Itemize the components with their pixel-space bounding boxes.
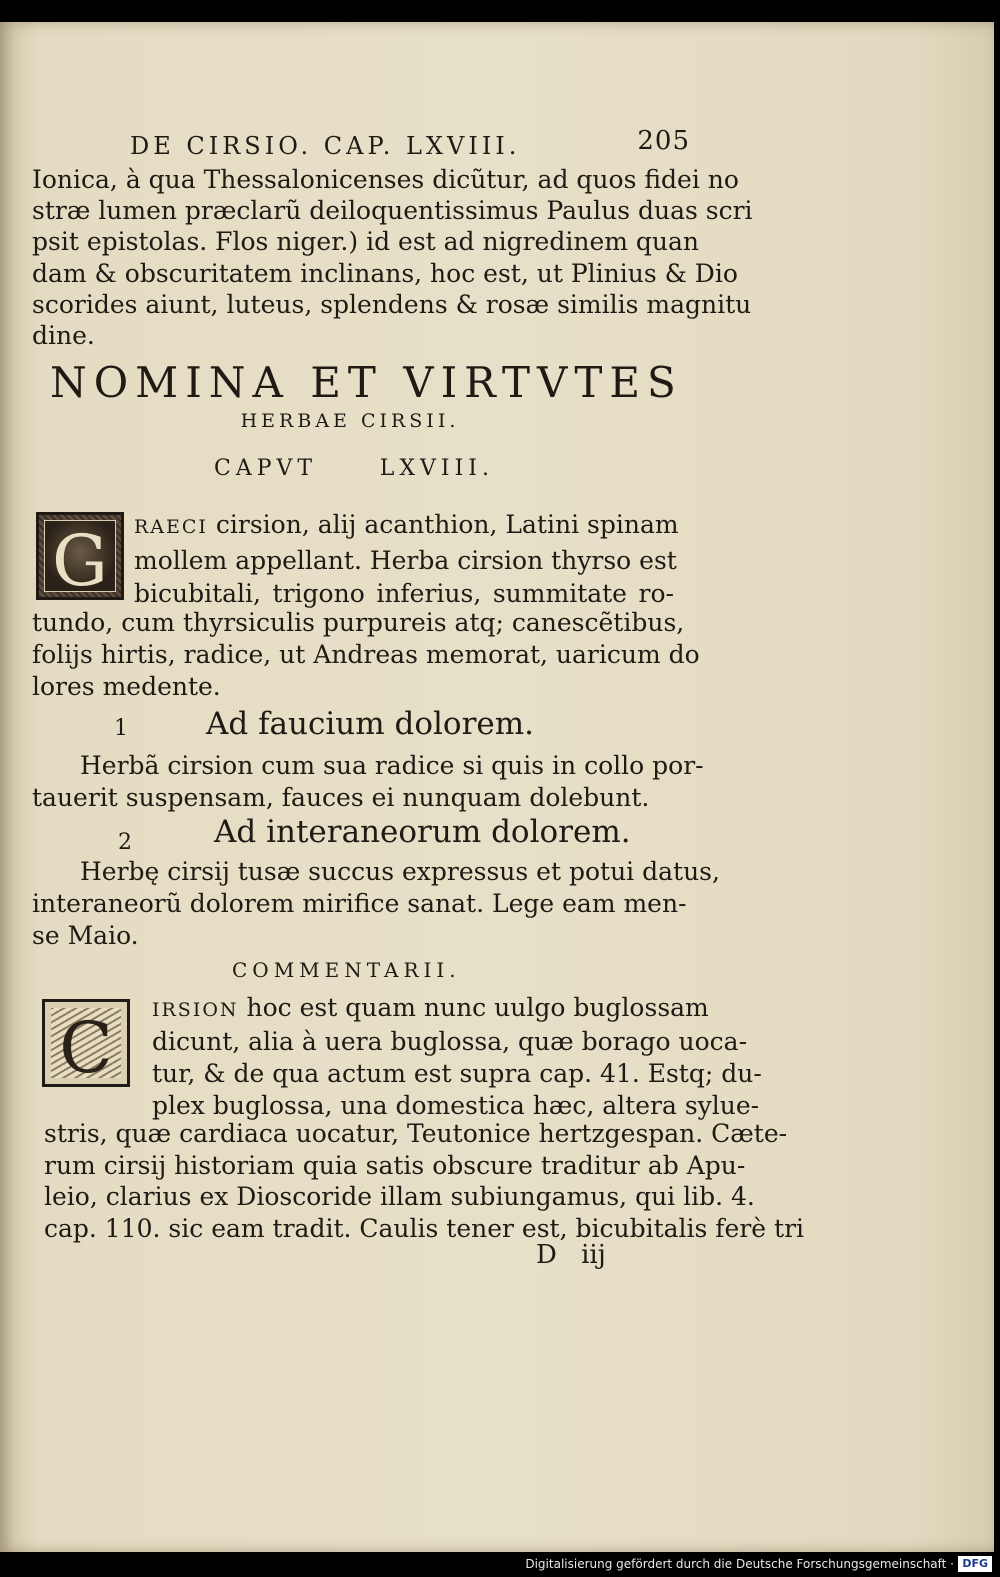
text-line: Herbę cirsij tusæ succus expressus et potui datus, xyxy=(80,857,720,886)
remedy-2-text xyxy=(80,856,720,888)
text-line: RAECI cirsion, alij acanthion, Latini spinam xyxy=(134,510,679,539)
text-line: scorides aiunt, luteus, splendens & rosæ similis magnitu xyxy=(32,289,752,319)
text-line: mollem appellant. Herba cirsion thyrso est xyxy=(134,546,677,575)
section1-indented xyxy=(134,508,679,610)
remedy-number: 1 xyxy=(114,716,128,741)
running-title: DE CIRSIO. CAP. LXVIII. xyxy=(130,132,521,160)
first-word: IRSION xyxy=(152,999,239,1021)
decorated-initial-c xyxy=(42,999,130,1087)
text-line: stræ lumen præclarũ deiloquentissimus Paulus duas scri xyxy=(32,196,753,226)
remedy-number: 2 xyxy=(118,830,132,855)
commentarii-body xyxy=(44,1118,805,1244)
section1-body xyxy=(32,607,700,703)
chapter-heading: NOMINA ET VIRTVTES xyxy=(50,358,683,407)
text-line: bicubitali, trigono inferius, summitate ro- xyxy=(134,579,674,608)
text-line: Herbã cirsion cum sua radice si quis in collo por- xyxy=(80,751,704,780)
remedy-1-text xyxy=(80,750,704,782)
text-line: cap. 110. sic eam tradit. Caulis tener est, bicubitalis ferè tri xyxy=(44,1213,805,1243)
initial-ornament xyxy=(50,1007,122,1089)
text-line: tundo, cum thyrsiculis purpureis atq; canescẽtibus, xyxy=(32,608,685,637)
text-line: psit epistolas. Flos niger.) id est ad nigredinem quan xyxy=(32,227,700,257)
signature-mark: D iij xyxy=(536,1240,606,1270)
text-line: stris, quæ cardiaca uocatur, Teutonice hertzgespan. Cæte- xyxy=(44,1119,788,1148)
remedy-2-text-cont xyxy=(32,888,687,952)
commentarii-indented xyxy=(152,992,762,1122)
intro-paragraph xyxy=(32,164,753,351)
footer-credit: Digitalisierung gefördert durch die Deutsche Forschungsgemeinschaft · xyxy=(525,1557,954,1571)
text-line: tauerit suspensam, fauces ei nunquam dolebunt. xyxy=(32,783,650,812)
remedy-title: Ad faucium dolorem. xyxy=(206,706,534,742)
caput-heading xyxy=(214,456,494,481)
text-line: dam & obscuritatem inclinans, hoc est, ut Plinius & Dio xyxy=(32,258,738,288)
decorated-initial-g xyxy=(36,512,124,600)
text-line: dine. xyxy=(32,321,95,351)
folio-number: 205 xyxy=(637,126,690,156)
text-line: plex buglossa, una domestica hæc, altera sylue- xyxy=(152,1091,760,1120)
initial-letter: C xyxy=(59,1007,113,1089)
initial-letter: G xyxy=(52,520,108,602)
book-page xyxy=(0,22,994,1552)
initial-ornament xyxy=(44,520,116,602)
caput-label: CAPVT xyxy=(214,456,318,481)
text-line: Ionica, à qua Thessalonicenses dicũtur, ad quos fidei no xyxy=(32,165,739,194)
text-line: folijs hirtis, radice, ut Andreas memorat, uaricum do xyxy=(32,640,700,669)
text-line: rum cirsij historiam quia satis obscure traditur ab Apu- xyxy=(44,1150,746,1180)
text-line: lores medente. xyxy=(32,672,221,701)
text-line: interaneorũ dolorem mirifice sanat. Lege eam men- xyxy=(32,889,687,918)
remedy-title: Ad interaneorum dolorem. xyxy=(214,814,631,850)
commentarii-heading: COMMENTARII. xyxy=(232,958,461,982)
text-line: tur, & de qua actum est supra cap. 41. Estq; du- xyxy=(152,1059,762,1088)
dfg-logo[interactable]: DFG xyxy=(958,1556,992,1572)
text-line: leio, clarius ex Dioscoride illam subiungamus, qui lib. 4. xyxy=(44,1182,755,1211)
text-line: dicunt, alia à uera buglossa, quæ borago uoca- xyxy=(152,1027,748,1056)
remedy-1-text-cont xyxy=(32,782,650,814)
first-word: RAECI xyxy=(134,516,208,538)
running-head xyxy=(130,126,690,164)
text-line: IRSION hoc est quam nunc uulgo buglossam xyxy=(152,993,709,1022)
chapter-subheading: HERBAE CIRSII. xyxy=(240,410,460,432)
caput-number: LXVIII. xyxy=(379,456,494,481)
text-line: se Maio. xyxy=(32,921,139,950)
